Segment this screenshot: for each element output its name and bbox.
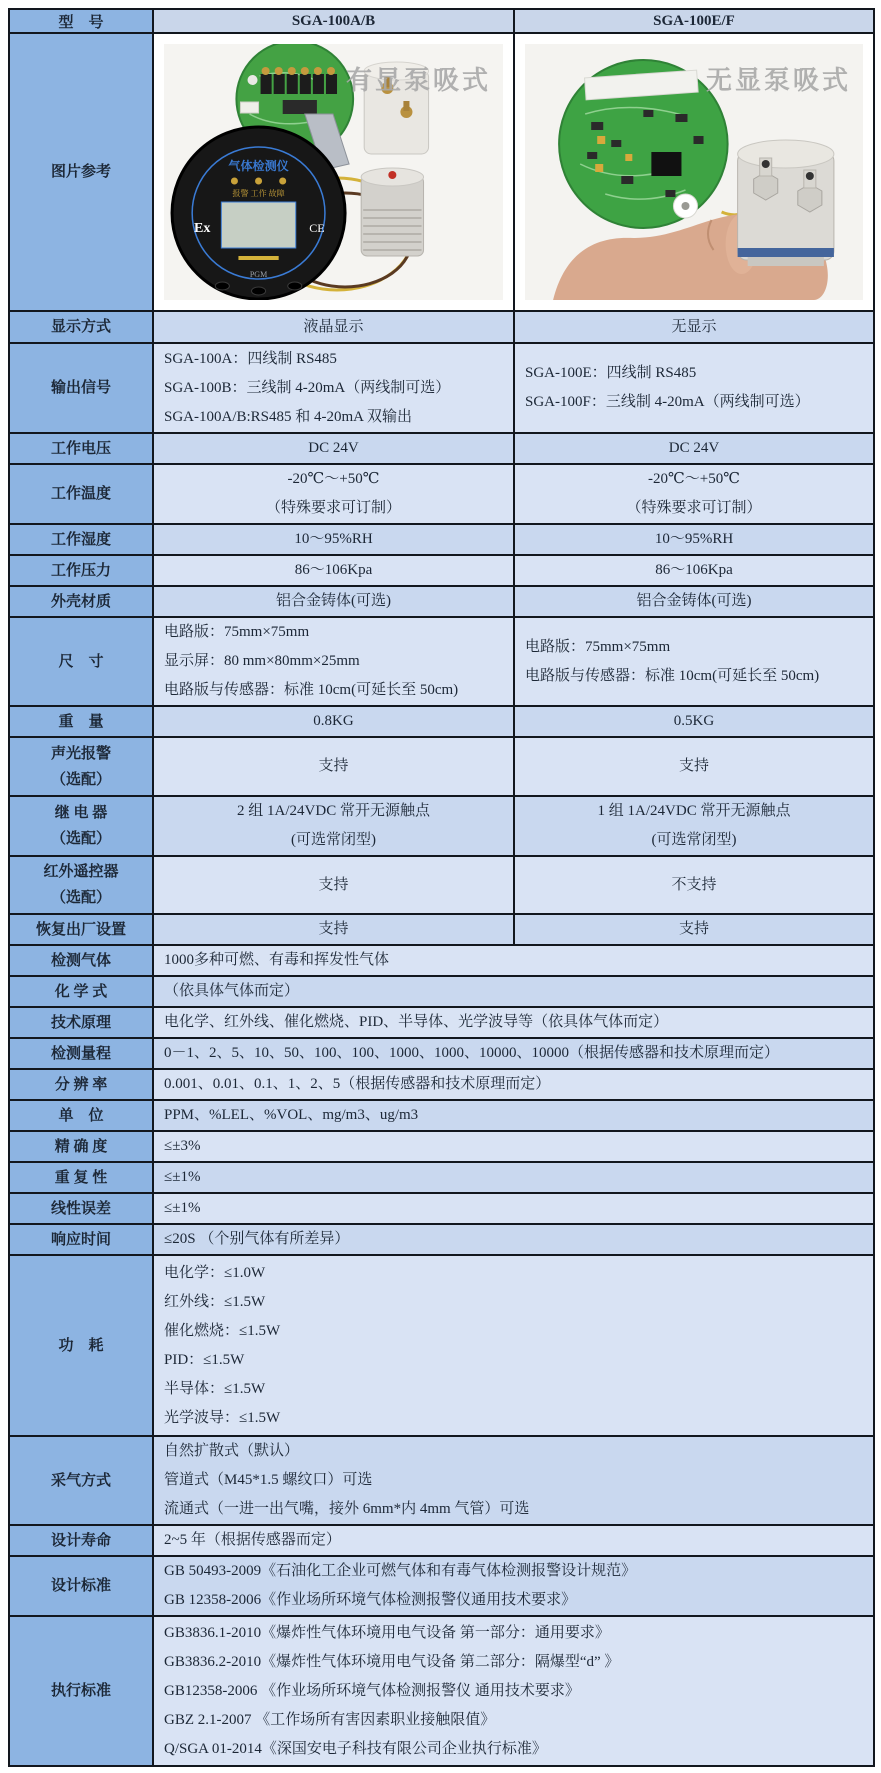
value-detected-gases [153, 945, 874, 976]
row-label-working-voltage [9, 433, 153, 464]
device-pgm-label: PGM [249, 270, 268, 279]
row-label-chemical-formula [9, 976, 153, 1007]
value-line: ≤20S （个别气体有所差异） [164, 1231, 350, 1247]
row-working-voltage [9, 433, 874, 464]
row-working-humidity [9, 524, 874, 555]
row-label-line: 输出信号 [50, 380, 111, 396]
row-label-line: 外壳材质 [50, 593, 111, 610]
value-dimensions-ef [514, 617, 874, 706]
value-design-life [153, 1525, 874, 1556]
ribbed-sensor [361, 168, 423, 256]
row-label-housing-material [9, 586, 153, 617]
value-working-humidity-ef [514, 524, 874, 555]
row-factory-reset [9, 914, 874, 945]
value-line: 1 组 1A/24VDC 常开无源触点 [597, 803, 791, 819]
product-photo-ab [164, 44, 503, 300]
model-header-label: 型 号 [9, 9, 153, 33]
product-photo-ef [525, 44, 863, 300]
value-line: 支持 [318, 876, 349, 893]
row-label-technology-principle [9, 1007, 153, 1038]
value-working-voltage-ef [514, 433, 874, 464]
value-chemical-formula [153, 976, 874, 1007]
value-line: 电路版：75mm×75mm [525, 638, 671, 655]
value-display-mode-ef [514, 311, 874, 343]
row-label-response-time [9, 1224, 153, 1255]
row-detection-range [9, 1038, 874, 1069]
value-sampling-method [153, 1436, 874, 1525]
value-line: 无显示 [671, 318, 717, 335]
row-label-line: 工作压力 [50, 562, 111, 579]
row-design-standards [9, 1556, 874, 1616]
value-line: 电路版与传感器：标准 10cm(可延长至 50cm) [164, 682, 459, 698]
row-design-life [9, 1525, 874, 1556]
value-resolution [153, 1069, 874, 1100]
row-units [9, 1100, 874, 1131]
value-line: SGA-100B：三线制 4-20mA（两线制可选） [164, 379, 451, 396]
value-line: （依具体气体而定） [164, 983, 300, 999]
row-power-consumption [9, 1255, 874, 1436]
row-label-repeatability [9, 1162, 153, 1193]
value-line: PPM、%LEL、%VOL、mg/m3、ug/m3 [164, 1107, 419, 1123]
row-label-design-standards [9, 1556, 153, 1616]
value-line: 铝合金铸体(可选) [636, 593, 752, 609]
photo-row [9, 33, 874, 311]
value-linearity-error [153, 1193, 874, 1224]
value-line: 不支持 [671, 876, 717, 893]
row-label-line: （选配） [50, 831, 111, 847]
device-led-labels: 报警 工作 故障 [232, 189, 285, 198]
photo-row-label [9, 33, 153, 311]
value-dimensions-ab [153, 617, 514, 706]
row-accuracy [9, 1131, 874, 1162]
model-header-ab: SGA-100A/B [153, 9, 514, 33]
value-power-consumption [153, 1255, 874, 1436]
row-label-line: 响应时间 [50, 1231, 111, 1248]
value-working-humidity-ab [153, 524, 514, 555]
row-housing-material [9, 586, 874, 617]
value-line: 流通式（一进一出气嘴，接外 6mm*内 4mm 气管）可选 [164, 1501, 530, 1517]
value-output-signal-ab [153, 343, 514, 433]
row-label-power-consumption [9, 1255, 153, 1436]
row-label-line: 工作电压 [50, 440, 111, 457]
value-line: SGA-100F：三线制 4-20mA（两线制可选） [525, 394, 810, 410]
row-audible-visual-alarm [9, 737, 874, 796]
row-label-execution-standards [9, 1616, 153, 1766]
value-line: ≤±1% [164, 1169, 201, 1185]
value-line: 半导体：≤1.5W [164, 1380, 266, 1397]
value-line: PID：≤1.5W [164, 1351, 245, 1368]
value-line: DC 24V [668, 440, 720, 456]
value-accuracy [153, 1131, 874, 1162]
value-housing-material-ab [153, 586, 514, 617]
watermark-pumped-no-display: 无显泵吸式 [705, 66, 851, 95]
device-ce-mark: CE [309, 221, 325, 235]
header-row [9, 9, 874, 33]
value-line: (可选常闭型) [651, 832, 737, 848]
value-relay-ef [514, 796, 874, 856]
value-line: 催化燃烧：≤1.5W [164, 1322, 281, 1339]
value-detection-range [153, 1038, 874, 1069]
row-label-design-life [9, 1525, 153, 1556]
row-label-display-mode [9, 311, 153, 343]
value-line: 2 组 1A/24VDC 常开无源触点 [237, 803, 430, 819]
row-technology-principle [9, 1007, 874, 1038]
row-label-line: 单 位 [58, 1107, 104, 1124]
row-label-dimensions [9, 617, 153, 706]
value-line: (可选常闭型) [291, 832, 376, 848]
row-label-line: 重 复 性 [54, 1169, 108, 1186]
value-line: GB3836.1-2010《爆炸性气体环境用电气设备 第一部分：通用要求》 [164, 1624, 610, 1641]
value-ir-remote-ef [514, 856, 874, 914]
row-label-weight [9, 706, 153, 737]
value-line: SGA-100A/B:RS485 和 4-20mA 双输出 [164, 408, 412, 425]
row-working-pressure [9, 555, 874, 586]
row-label-line: 采气方式 [50, 1472, 111, 1489]
row-label-line: 执行标准 [50, 1683, 111, 1699]
value-line: -20℃～+50℃ [647, 471, 740, 487]
row-label-working-temperature [9, 464, 153, 524]
row-label-units [9, 1100, 153, 1131]
value-relay-ab [153, 796, 514, 856]
value-line: 2~5 年（根据传感器而定） [164, 1532, 341, 1548]
value-line: 支持 [678, 921, 709, 937]
value-repeatability [153, 1162, 874, 1193]
value-line: 1000多种可燃、有毒和挥发性气体 [164, 952, 390, 968]
value-line: 光学波导：≤1.5W [164, 1409, 281, 1426]
row-label-line: 分 辨 率 [54, 1076, 108, 1093]
value-line: 支持 [678, 758, 709, 774]
row-label-line: 化 学 式 [54, 983, 108, 1000]
value-execution-standards [153, 1616, 874, 1766]
spec-table [8, 8, 875, 1767]
row-weight [9, 706, 874, 737]
value-output-signal-ef [514, 343, 874, 433]
value-line: GB3836.2-2010《爆炸性气体环境用电气设备 第二部分：隔爆型“d” 》 [164, 1653, 620, 1670]
value-working-temperature-ab [153, 464, 514, 524]
value-line: 10～95%RH [294, 531, 373, 547]
value-line: GBZ 2.1-2007 《工作场所有害因素职业接触限值》 [164, 1711, 496, 1728]
sensor-cylinder [738, 140, 834, 266]
row-label-line: 设计标准 [50, 1578, 111, 1594]
value-technology-principle [153, 1007, 874, 1038]
row-label-line: 线性误差 [50, 1200, 111, 1217]
row-label-linearity-error [9, 1193, 153, 1224]
value-line: 支持 [318, 921, 349, 937]
row-label-line: 设计寿命 [50, 1532, 111, 1549]
row-label-resolution [9, 1069, 153, 1100]
row-chemical-formula [9, 976, 874, 1007]
value-audible-visual-alarm-ef [514, 737, 874, 796]
value-working-voltage-ab [153, 433, 514, 464]
row-label-sampling-method [9, 1436, 153, 1525]
row-label-line: 工作温度 [50, 486, 111, 502]
value-audible-visual-alarm-ab [153, 737, 514, 796]
row-working-temperature [9, 464, 874, 524]
value-display-mode-ab [153, 311, 514, 343]
value-line: ≤±1% [164, 1200, 201, 1216]
value-line: 电化学、红外线、催化燃烧、PID、半导体、光学波导等（依具体气体而定） [164, 1014, 669, 1030]
row-repeatability [9, 1162, 874, 1193]
row-label-working-humidity [9, 524, 153, 555]
value-line: 0.001、0.01、0.1、1、2、5（根据传感器和技术原理而定） [164, 1076, 551, 1092]
value-weight-ef [514, 706, 874, 737]
row-label-line: 红外遥控器 [43, 864, 119, 880]
value-line: GB12358-2006 《作业场所环境气体检测报警仪 通用技术要求》 [164, 1682, 580, 1699]
value-weight-ab [153, 706, 514, 737]
value-line: （特殊要求可订制） [265, 500, 401, 516]
row-label-audible-visual-alarm [9, 737, 153, 796]
value-line: SGA-100E：四线制 RS485 [525, 365, 697, 381]
value-factory-reset-ef [514, 914, 874, 945]
value-line: 液晶显示 [303, 318, 364, 335]
photo-cell-ef [514, 33, 874, 311]
row-output-signal [9, 343, 874, 433]
value-line: 管道式（M45*1.5 螺纹口）可选 [164, 1472, 373, 1488]
value-working-pressure-ab [153, 555, 514, 586]
row-display-mode [9, 311, 874, 343]
row-label-line: 功 耗 [58, 1337, 104, 1354]
value-line: 电路版与传感器：标准 10cm(可延长至 50cm) [525, 667, 820, 684]
value-line: 10～95%RH [654, 531, 734, 547]
value-factory-reset-ab [153, 914, 514, 945]
row-response-time [9, 1224, 874, 1255]
pcb-board [559, 60, 727, 228]
row-dimensions [9, 617, 874, 706]
photo-cell-ab [153, 33, 514, 311]
row-label-line: 检测量程 [50, 1045, 111, 1062]
row-ir-remote [9, 856, 874, 914]
value-line: 红外线：≤1.5W [164, 1293, 266, 1310]
value-line: Q/SGA 01-2014《深国安电子科技有限公司企业执行标准》 [164, 1740, 547, 1757]
value-line: 支持 [318, 758, 349, 774]
row-label-line: 检测气体 [50, 952, 111, 969]
row-label-working-pressure [9, 555, 153, 586]
value-line: DC 24V [308, 440, 359, 456]
row-label-line: 继 电 器 [54, 805, 108, 821]
value-design-standards [153, 1556, 874, 1616]
row-label-line: 精 确 度 [54, 1138, 108, 1155]
row-label-relay [9, 796, 153, 856]
value-line: ≤±3% [164, 1138, 201, 1154]
row-sampling-method [9, 1436, 874, 1525]
value-line: 0.5KG [673, 713, 715, 729]
value-line: 铝合金铸体(可选) [276, 593, 391, 609]
row-label-output-signal [9, 343, 153, 433]
row-label-ir-remote [9, 856, 153, 914]
row-relay [9, 796, 874, 856]
value-units [153, 1100, 874, 1131]
value-ir-remote-ab [153, 856, 514, 914]
row-label-accuracy [9, 1131, 153, 1162]
value-line: 显示屏：80 mm×80mm×25mm [164, 653, 360, 669]
row-detected-gases [9, 945, 874, 976]
row-label-line: 显示方式 [50, 319, 111, 335]
value-line: SGA-100A：四线制 RS485 [164, 350, 337, 367]
value-line: GB 12358-2006《作业场所环境气体检测报警仪通用技术要求》 [164, 1592, 577, 1608]
value-line: 0.8KG [313, 713, 354, 729]
row-label-line: 尺 寸 [58, 653, 104, 670]
row-label-detection-range [9, 1038, 153, 1069]
value-line: 0－1、2、5、10、50、100、100、1000、1000、10000、10000（根据传感器和技术原理而定） [164, 1045, 780, 1061]
value-line: 86～106Kpa [294, 562, 373, 578]
row-label-line: （选配） [50, 771, 111, 788]
row-label-line: 重 量 [58, 713, 104, 730]
display-detector [172, 127, 345, 299]
device-ex-mark: Ex [194, 220, 211, 236]
row-label-detected-gases [9, 945, 153, 976]
value-line: GB 50493-2009《石油化工企业可燃气体和有毒气体检测报警设计规范》 [164, 1563, 637, 1579]
value-working-temperature-ef [514, 464, 874, 524]
value-response-time [153, 1224, 874, 1255]
value-line: -20℃～+50℃ [287, 471, 380, 487]
value-housing-material-ef [514, 586, 874, 617]
value-line: 电化学：≤1.0W [164, 1264, 266, 1281]
value-line: 电路版：75mm×75mm [164, 624, 310, 640]
value-working-pressure-ef [514, 555, 874, 586]
value-line: 自然扩散式（默认） [164, 1443, 300, 1459]
value-line: （特殊要求可订制） [626, 500, 762, 516]
row-resolution [9, 1069, 874, 1100]
watermark-pumped-with-display: 有显泵吸式 [345, 66, 491, 95]
row-label-line: 工作湿度 [50, 531, 111, 548]
value-line: 86～106Kpa [655, 562, 733, 578]
device-title-text: 气体检测仪 [228, 159, 289, 173]
row-label-line: 恢复出厂设置 [35, 921, 126, 938]
model-header-ef: SGA-100E/F [514, 9, 874, 33]
row-label-factory-reset [9, 914, 153, 945]
row-label-line: 声光报警 [50, 745, 111, 762]
row-linearity-error [9, 1193, 874, 1224]
row-execution-standards [9, 1616, 874, 1766]
row-label-line: （选配） [50, 890, 111, 906]
photo-row-label-text: 图片参考 [50, 164, 111, 180]
row-label-line: 技术原理 [50, 1014, 111, 1031]
